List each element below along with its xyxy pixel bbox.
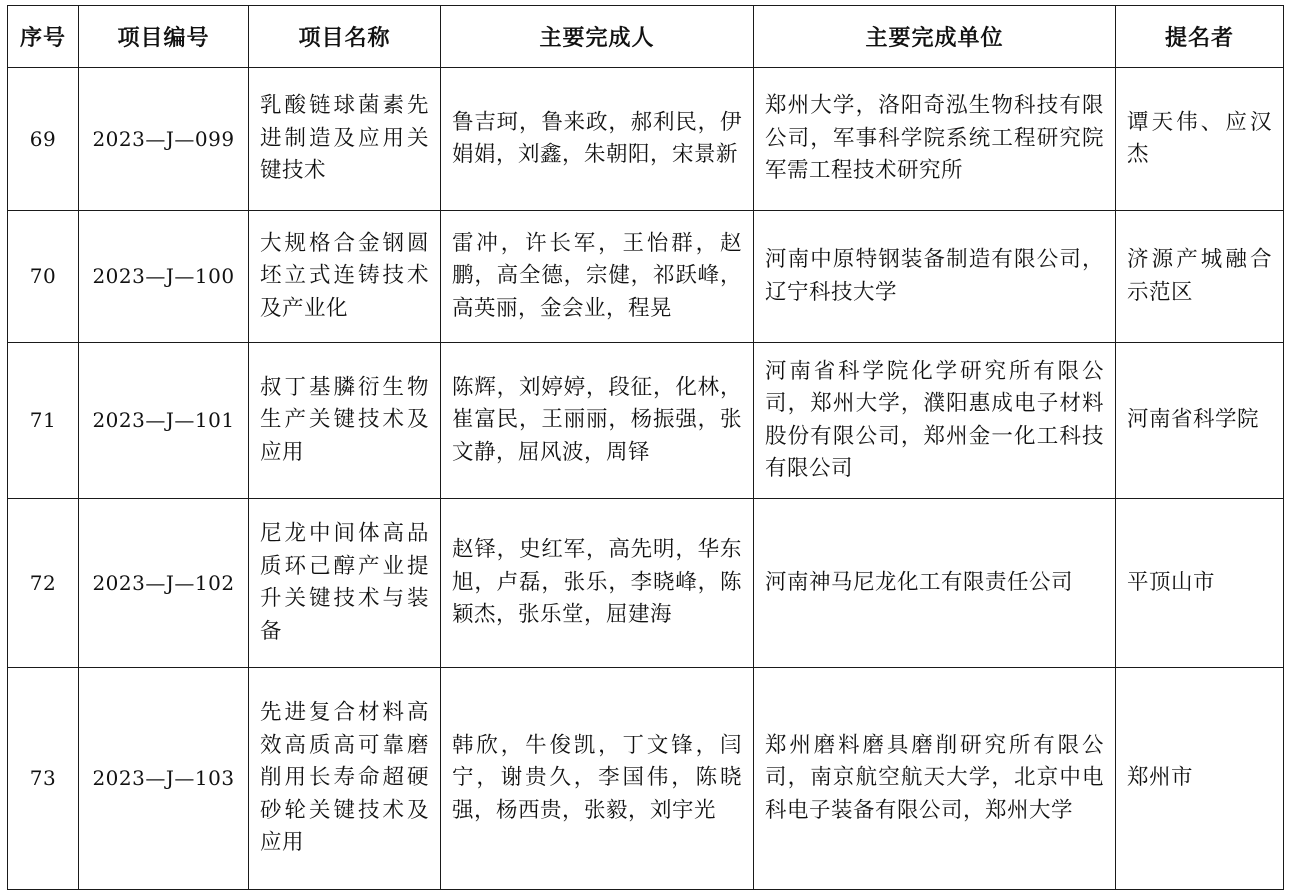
cell-index: 69	[8, 68, 79, 211]
table-row	[8, 668, 1284, 890]
cell-nominator: 济源产城融合示范区	[1116, 211, 1284, 343]
header-main-persons: 主要完成人	[441, 6, 754, 68]
cell-nominator: 谭天伟、应汉杰	[1116, 68, 1284, 211]
cell-project-code: 2023—J—099	[79, 68, 249, 211]
cell-main-units: 郑州磨料磨具磨削研究所有限公司，南京航空航天大学，北京中电科电子装备有限公司，郑州大学	[754, 668, 1116, 890]
cell-project-name: 尼龙中间体高品质环己醇产业提升关键技术与装备	[249, 499, 441, 668]
cell-project-code: 2023—J—102	[79, 499, 249, 668]
cell-nominator: 郑州市	[1116, 668, 1284, 890]
cell-project-code: 2023—J—100	[79, 211, 249, 343]
cell-project-name: 大规格合金钢圆坯立式连铸技术及产业化	[249, 211, 441, 343]
cell-nominator: 河南省科学院	[1116, 343, 1284, 499]
cell-index: 70	[8, 211, 79, 343]
cell-project-name: 叔丁基膦衍生物生产关键技术及应用	[249, 343, 441, 499]
table-header-row	[8, 6, 1284, 68]
cell-main-persons: 鲁吉珂，鲁来政，郝利民，伊娟娟，刘鑫，朱朝阳，宋景新	[441, 68, 754, 211]
cell-main-persons: 韩欣，牛俊凯，丁文锋，闫宁，谢贵久，李国伟，陈晓强，杨西贵，张毅，刘宇光	[441, 668, 754, 890]
header-project-code: 项目编号	[79, 6, 249, 68]
header-project-name: 项目名称	[249, 6, 441, 68]
cell-main-units: 河南中原特钢装备制造有限公司，辽宁科技大学	[754, 211, 1116, 343]
project-table	[7, 5, 1284, 890]
header-main-units: 主要完成单位	[754, 6, 1116, 68]
table-row	[8, 343, 1284, 499]
cell-index: 71	[8, 343, 79, 499]
cell-main-units: 河南省科学院化学研究所有限公司，郑州大学，濮阳惠成电子材料股份有限公司，郑州金一化工科技有限公司	[754, 343, 1116, 499]
table-row	[8, 499, 1284, 668]
cell-project-code: 2023—J—103	[79, 668, 249, 890]
cell-project-name: 先进复合材料高效高质高可靠磨削用长寿命超硬砂轮关键技术及应用	[249, 668, 441, 890]
cell-index: 72	[8, 499, 79, 668]
header-index: 序号	[8, 6, 79, 68]
table-row	[8, 68, 1284, 211]
cell-main-persons: 陈辉，刘婷婷，段征，化林，崔富民，王丽丽，杨振强，张文静，屈风波，周铎	[441, 343, 754, 499]
cell-main-units: 郑州大学，洛阳奇泓生物科技有限公司，军事科学院系统工程研究院军需工程技术研究所	[754, 68, 1116, 211]
cell-project-code: 2023—J—101	[79, 343, 249, 499]
cell-main-units: 河南神马尼龙化工有限责任公司	[754, 499, 1116, 668]
cell-main-persons: 赵铎，史红军，高先明，华东旭，卢磊，张乐，李晓峰，陈颖杰，张乐堂，屈建海	[441, 499, 754, 668]
cell-index: 73	[8, 668, 79, 890]
cell-project-name: 乳酸链球菌素先进制造及应用关键技术	[249, 68, 441, 211]
header-nominator: 提名者	[1116, 6, 1284, 68]
table-row	[8, 211, 1284, 343]
cell-nominator: 平顶山市	[1116, 499, 1284, 668]
cell-main-persons: 雷冲，许长军，王怡群，赵鹏，高全德，宗健，祁跃峰，高英丽，金会业，程晃	[441, 211, 754, 343]
